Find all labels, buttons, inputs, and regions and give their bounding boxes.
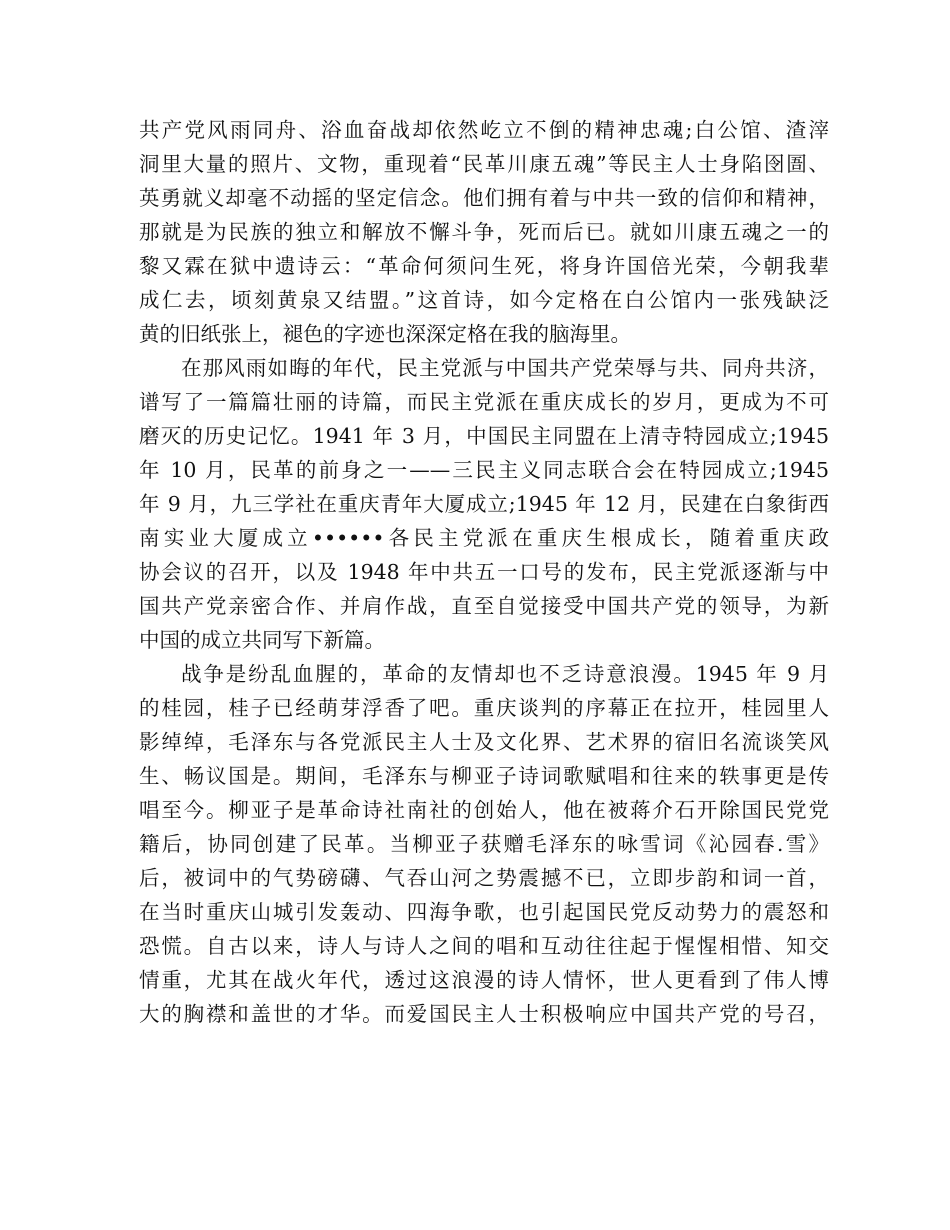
text-line: 共产党风雨同舟、浴血奋战却依然屹立不倒的精神忠魂;白公馆、渣滓 — [139, 118, 829, 142]
text-line: 英勇就义却毫不动摇的坚定信念。他们拥有着与中共一致的信仰和精神， — [139, 186, 829, 210]
text-line: 年 10 月，民革的前身之一——三民主义同志联合会在特园成立;1945 — [139, 458, 829, 482]
text-line: 后，被词中的气势磅礴、气吞山河之势震撼不已，立即步韵和词一首， — [139, 866, 829, 890]
text-line: 成仁去，顷刻黄泉又结盟。”这首诗，如今定格在白公馆内一张残缺泛 — [139, 288, 829, 312]
text-line: 南实业大厦成立••••••各民主党派在重庆生根成长，随着重庆政 — [139, 526, 829, 550]
text-line: 谱写了一篇篇壮丽的诗篇，而民主党派在重庆成长的岁月，更成为不可 — [139, 390, 829, 414]
body-text — [139, 113, 829, 1031]
text-line: 情重，尤其在战火年代，透过这浪漫的诗人情怀，世人更看到了伟人博 — [139, 968, 829, 992]
text-line: 磨灭的历史记忆。1941 年 3 月，中国民主同盟在上清寺特园成立;1945 — [139, 424, 829, 448]
text-line: 洞里大量的照片、文物，重现着“民革川康五魂”等民主人士身陷囹圄、 — [139, 152, 829, 176]
text-line: 年 9 月，九三学社在重庆青年大厦成立;1945 年 12 月，民建在白象街西 — [139, 492, 829, 516]
text-line: 的桂园，桂子已经萌芽浮香了吧。重庆谈判的序幕正在拉开，桂园里人 — [139, 696, 829, 720]
text-line: 影绰绰，毛泽东与各党派民主人士及文化界、艺术界的宿旧名流谈笑风 — [139, 730, 829, 754]
text-line: 大的胸襟和盖世的才华。而爱国民主人士积极响应中国共产党的号召， — [139, 1002, 829, 1026]
text-line: 籍后，协同创建了民革。当柳亚子获赠毛泽东的咏雪词《沁园春.雪》 — [139, 832, 829, 856]
text-line: 黄的旧纸张上，褪色的字迹也深深定格在我的脑海里。 — [139, 322, 631, 346]
text-line: 中国的成立共同写下新篇。 — [139, 628, 385, 652]
text-line: 在那风雨如晦的年代，民主党派与中国共产党荣辱与共、同舟共济， — [181, 356, 829, 380]
text-line: 协会议的召开，以及 1948 年中共五一口号的发布，民主党派逐渐与中 — [139, 560, 829, 584]
text-line: 生、畅议国是。期间，毛泽东与柳亚子诗词歌赋唱和往来的轶事更是传 — [139, 764, 829, 788]
text-line: 唱至今。柳亚子是革命诗社南社的创始人，他在被蒋介石开除国民党党 — [139, 798, 829, 822]
text-line: 战争是纷乱血腥的，革命的友情却也不乏诗意浪漫。1945 年 9 月 — [181, 662, 829, 686]
text-line: 恐慌。自古以来，诗人与诗人之间的唱和互动往往起于惺惺相惜、知交 — [139, 934, 829, 958]
text-line: 在当时重庆山城引发轰动、四海争歌，也引起国民党反动势力的震怒和 — [139, 900, 829, 924]
text-line: 国共产党亲密合作、并肩作战，直至自觉接受中国共产党的领导，为新 — [139, 594, 829, 618]
text-line: 黎又霖在狱中遗诗云：“革命何须问生死，将身许国倍光荣，今朝我辈 — [139, 254, 829, 278]
text-line: 那就是为民族的独立和解放不懈斗争，死而后已。就如川康五魂之一的 — [139, 220, 829, 244]
